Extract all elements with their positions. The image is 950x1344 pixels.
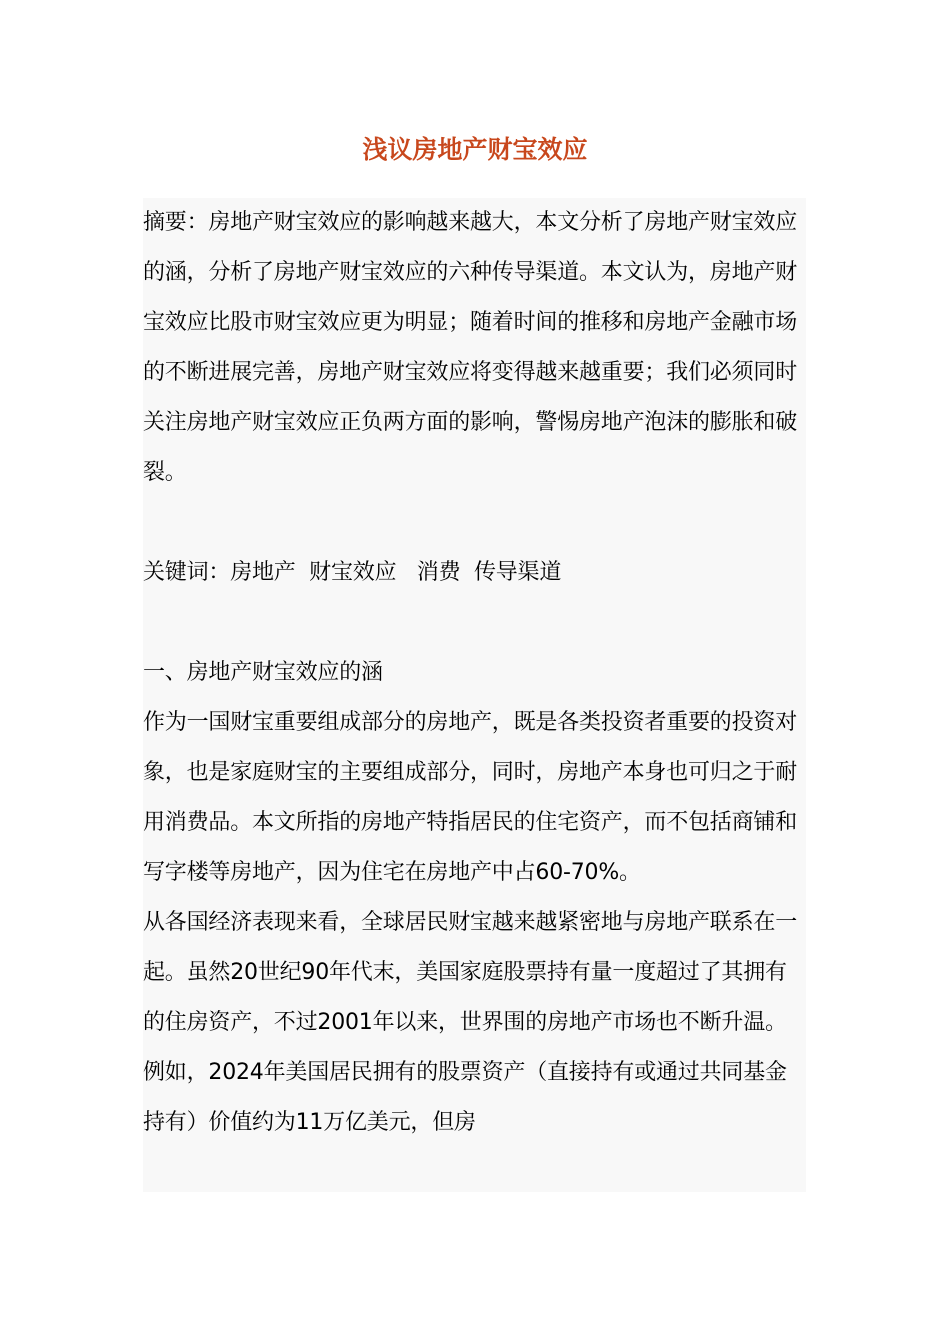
blank-line xyxy=(143,598,806,648)
blank-line xyxy=(143,498,806,548)
keywords-line: 关键词：房地产 财宝效应 消费 传导渠道 xyxy=(143,560,562,585)
document-body xyxy=(143,198,806,1192)
abstract-paragraph: 摘要：房地产财宝效应的影响越来越大，本文分析了房地产财宝效应的涵，分析了房地产财宝效应的六种传导渠道。本文认为，房地产财宝效应比股市财宝效应更为明显；随着时间的推移和房地产金融市场的不断进展完善，房地产财宝效应将变得越来越重要；我们必须同时关注房地产财宝效应正负两方面的影响，警惕房地产泡沫的膨胀和破裂。 xyxy=(143,210,798,485)
document-title: 浅议房地产财宝效应 xyxy=(362,135,588,164)
body-paragraph: 从各国经济表现来看，全球居民财宝越来越紧密地与房地产联系在一起。虽然20世纪90年代末，美国家庭股票持有量一度超过了其拥有的住房资产，不过2001年以来，世界围的房地产市场也不断升温。例如，2024年美国居民拥有的股票资产（直接持有或通过共同基金持有）价值约为11万亿美元，但房 xyxy=(143,910,798,1135)
body-paragraph: 作为一国财宝重要组成部分的房地产，既是各类投资者重要的投资对象，也是家庭财宝的主要组成部分，同时，房地产本身也可归之于耐用消费品。本文所指的房地产特指居民的住宅资产，而不包括商铺和写字楼等房地产，因为住宅在房地产中占60-70%。 xyxy=(143,710,798,885)
section-heading: 一、房地产财宝效应的涵 xyxy=(143,660,383,685)
